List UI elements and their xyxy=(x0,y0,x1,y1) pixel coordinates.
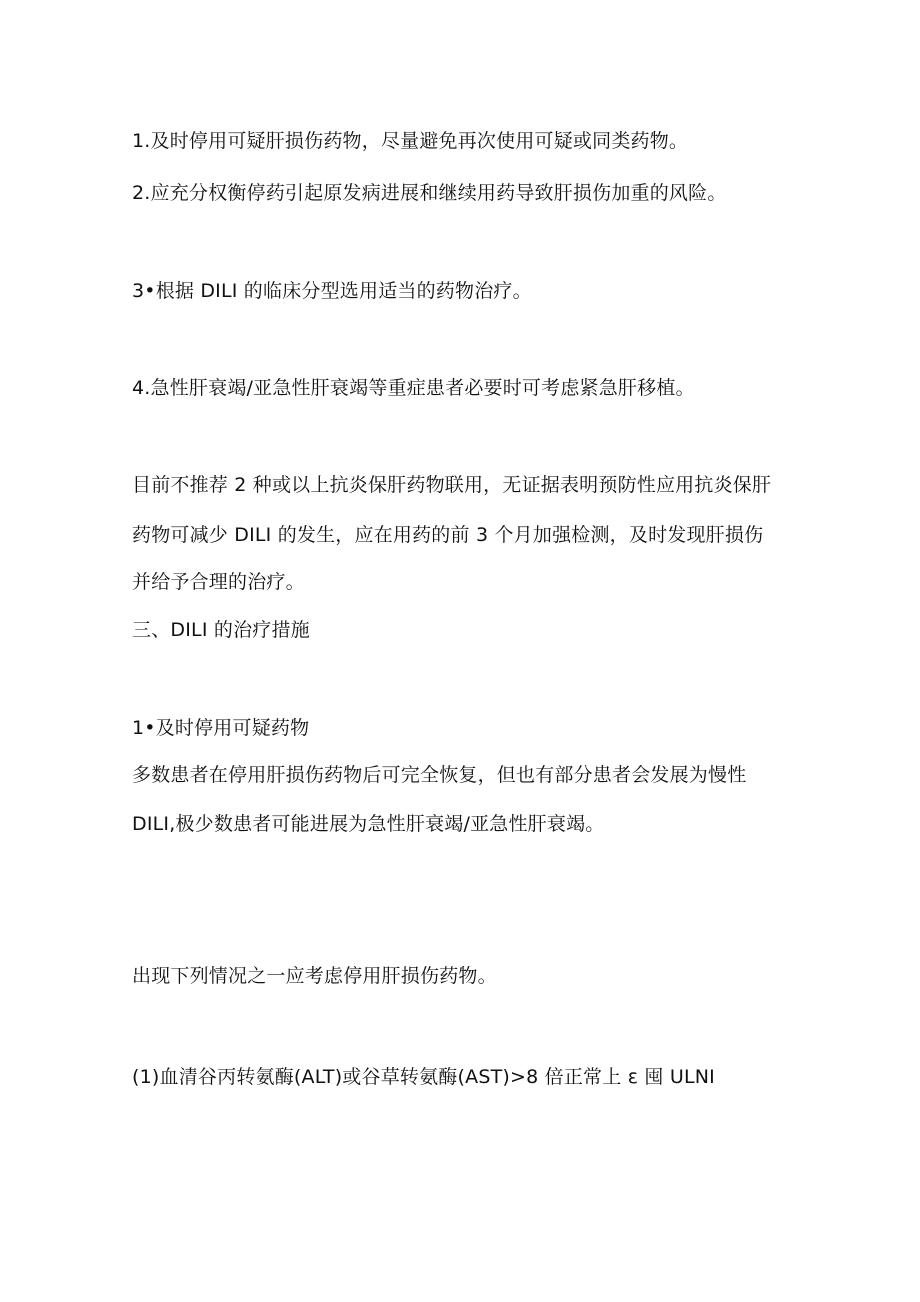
paragraph-line: 出现下列情况之一应考虑停用肝损伤药物。 xyxy=(132,965,497,987)
principle-3: 3•根据 DILI 的临床分型选用适当的药物治疗。 xyxy=(132,280,532,302)
principle-1: 1.及时停用可疑肝损伤药物，尽量避免再次使用可疑或同类药物。 xyxy=(132,130,689,152)
paragraph-line: 目前不推荐 2 种或以上抗炎保肝药物联用，无证据表明预防性应用抗炎保肝 xyxy=(132,474,772,496)
principle-2: 2.应充分权衡停药引起原发病进展和继续用药导致肝损伤加重的风险。 xyxy=(132,182,727,204)
section-heading: 三、DILI 的治疗措施 xyxy=(132,619,310,641)
paragraph-line: 并给予合理的治疗。 xyxy=(132,571,305,593)
principle-4: 4.急性肝衰竭/亚急性肝衰竭等重症患者必要时可考虑紧急肝移植。 xyxy=(132,377,695,399)
list-item: (1)血清谷丙转氨酶(ALT)或谷草转氨酶(AST)>8 倍正常上 ε 囤 ULNI xyxy=(132,1066,715,1088)
paragraph-line: DILI,极少数患者可能进展为急性肝衰竭/亚急性肝衰竭。 xyxy=(132,813,605,835)
subheading: 1•及时停用可疑药物 xyxy=(132,717,310,739)
paragraph-line: 药物可减少 DILI 的发生，应在用药的前 3 个月加强检测，及时发现肝损伤 xyxy=(132,524,764,546)
paragraph-line: 多数患者在停用肝损伤药物后可完全恢复，但也有部分患者会发展为慢性 xyxy=(132,764,747,786)
